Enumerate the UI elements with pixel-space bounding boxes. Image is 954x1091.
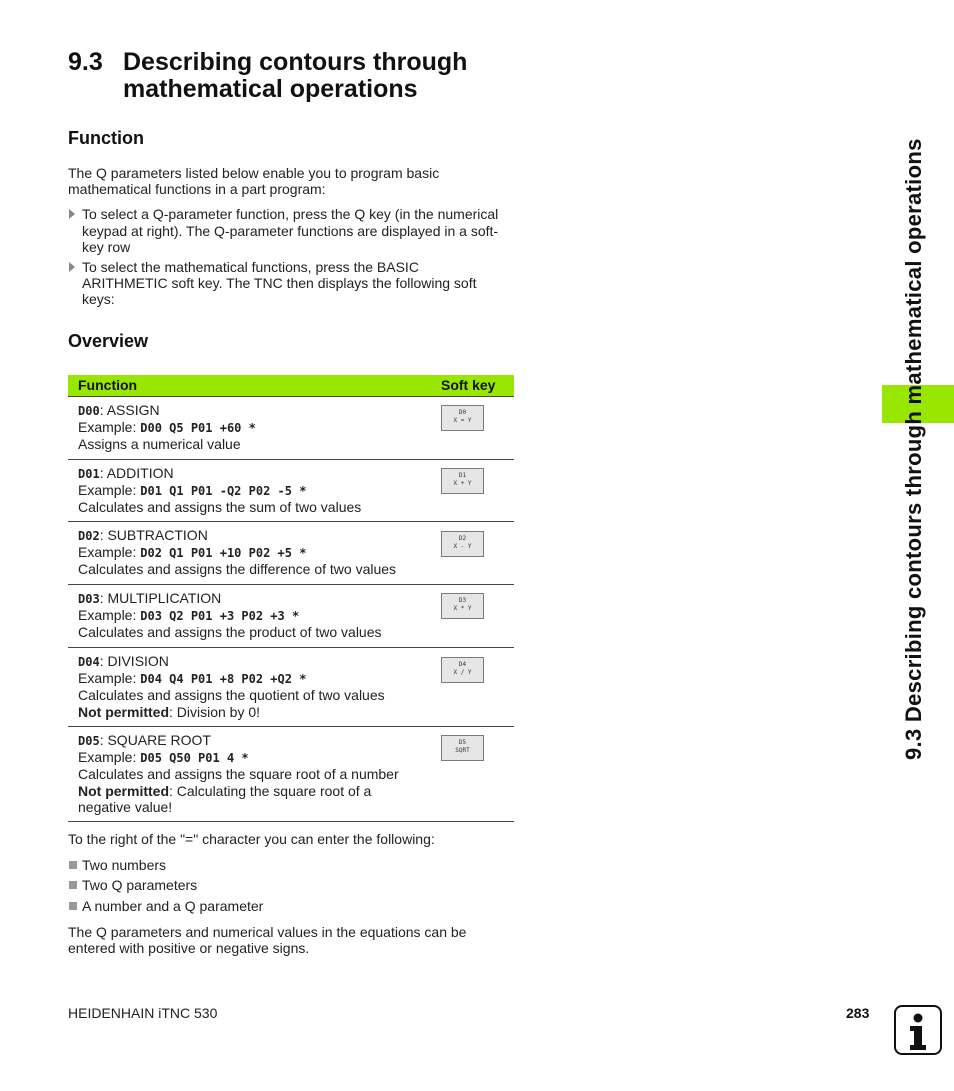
softkey-formula: X * Y — [453, 605, 472, 612]
example-code: D03 Q2 P01 +3 P02 +3 * — [140, 609, 300, 624]
function-name: : SUBTRACTION — [99, 527, 208, 543]
example-label: Example: — [78, 419, 141, 436]
not-permitted-text-cont: negative value! — [78, 798, 173, 815]
function-code: D02 — [78, 529, 100, 543]
table-row — [68, 647, 514, 726]
footer-product: HEIDENHAIN iTNC 530 — [68, 1005, 218, 1021]
table-row — [68, 396, 514, 459]
function-code: D00 — [78, 404, 100, 418]
softkey-label: D3 — [458, 597, 467, 604]
example-label: Example: — [78, 607, 141, 624]
list-item: A number and a Q parameter — [82, 898, 264, 914]
bullet1-line1: To select a Q-parameter function, press the Q key (in the numerical — [82, 206, 499, 222]
example-label: Example: — [78, 544, 141, 561]
overview-heading: Overview — [68, 331, 149, 351]
table-row — [68, 521, 514, 584]
not-permitted-text: : Division by 0! — [169, 703, 261, 720]
softkey-label: D0 — [458, 409, 467, 416]
softkey-label: D1 — [458, 472, 467, 479]
square-bullet-icon — [69, 881, 77, 889]
softkey-formula: X = Y — [453, 417, 472, 424]
after-intro: To the right of the "=" character you can enter the following: — [68, 831, 435, 847]
softkey-d0[interactable] — [441, 405, 484, 431]
bullet2-line3: keys: — [82, 291, 115, 307]
function-description: Calculates and assigns the quotient of two values — [78, 687, 385, 704]
function-name: : ASSIGN — [99, 402, 160, 418]
softkey-d5[interactable] — [441, 735, 484, 761]
function-description: Calculates and assigns the difference of two values — [78, 561, 397, 578]
page-title-line1: Describing contours through — [123, 48, 468, 76]
not-permitted-label: Not permitted — [78, 703, 169, 720]
function-name: : DIVISION — [99, 653, 169, 669]
section-number: 9.3 — [68, 48, 103, 76]
softkey-formula: X / Y — [453, 669, 472, 676]
not-permitted-text: : Calculating the square root of a — [169, 782, 372, 799]
info-icon — [894, 1005, 942, 1055]
col-function-header: Function — [78, 377, 138, 393]
example-code: D04 Q4 P01 +8 P02 +Q2 * — [140, 672, 307, 687]
example-code: D01 Q1 P01 -Q2 P02 -5 * — [140, 484, 307, 499]
function-description: Calculates and assigns the product of two values — [78, 624, 382, 641]
softkey-formula: X - Y — [453, 543, 472, 550]
square-bullet-icon — [69, 861, 77, 869]
bullet2-line2: ARITHMETIC soft key. The TNC then displays the following soft — [82, 275, 477, 291]
table-row — [68, 459, 514, 521]
function-code: D04 — [78, 655, 100, 669]
bullet1-line2: keypad at right). The Q-parameter functions are displayed in a soft- — [82, 223, 499, 239]
softkey-label: D5 — [458, 739, 467, 746]
overview-table — [68, 375, 514, 821]
table-header — [68, 375, 514, 396]
intro-line1: The Q parameters listed below enable you to program basic — [68, 165, 440, 181]
bullet1-line3: key row — [82, 239, 131, 255]
example-code: D00 Q5 P01 +60 * — [140, 421, 256, 436]
example-label: Example: — [78, 482, 141, 499]
table-row — [68, 584, 514, 647]
example-label: Example: — [78, 670, 141, 687]
not-permitted-label: Not permitted — [78, 782, 169, 799]
example-code: D05 Q50 P01 4 * — [140, 751, 249, 766]
function-description: Calculates and assigns the sum of two values — [78, 499, 362, 516]
softkey-d3[interactable] — [441, 593, 484, 619]
softkey-label: D4 — [458, 661, 467, 668]
function-name: : SQUARE ROOT — [99, 732, 211, 748]
function-code: D05 — [78, 734, 100, 748]
softkey-d1[interactable] — [441, 468, 484, 494]
softkey-formula: SQRT — [455, 747, 470, 754]
example-code: D02 Q1 P01 +10 P02 +5 * — [140, 546, 307, 561]
intro-line2: mathematical functions in a part program: — [68, 181, 326, 197]
bullet-arrow-icon — [69, 209, 75, 219]
table-bottom-rule — [68, 821, 514, 822]
bullet2-line1: To select the mathematical functions, press the BASIC — [82, 259, 419, 275]
list-item: Two Q parameters — [82, 877, 198, 893]
square-bullet-icon — [69, 902, 77, 910]
softkey-formula: X + Y — [453, 480, 472, 487]
col-softkey-header: Soft key — [441, 377, 496, 393]
softkey-d4[interactable] — [441, 657, 484, 683]
softkey-d2[interactable] — [441, 531, 484, 557]
function-name: : MULTIPLICATION — [99, 590, 222, 606]
function-description: Assigns a numerical value — [78, 436, 241, 453]
softkey-label: D2 — [458, 535, 467, 542]
function-description: Calculates and assigns the square root of a number — [78, 766, 399, 783]
note-line2: entered with positive or negative signs. — [68, 940, 310, 956]
page-number: 283 — [846, 1005, 870, 1021]
bullet-arrow-icon — [69, 262, 75, 272]
function-name: : ADDITION — [99, 465, 174, 481]
table-row — [68, 726, 514, 821]
function-heading: Function — [68, 128, 144, 148]
side-tab-text: 9.3 Describing contours through mathematical operations — [901, 138, 926, 760]
list-item: Two numbers — [82, 857, 167, 873]
page-title-line2: mathematical operations — [123, 75, 418, 103]
function-code: D03 — [78, 592, 100, 606]
example-label: Example: — [78, 749, 141, 766]
function-code: D01 — [78, 467, 100, 481]
note-line1: The Q parameters and numerical values in the equations can be — [68, 924, 467, 940]
